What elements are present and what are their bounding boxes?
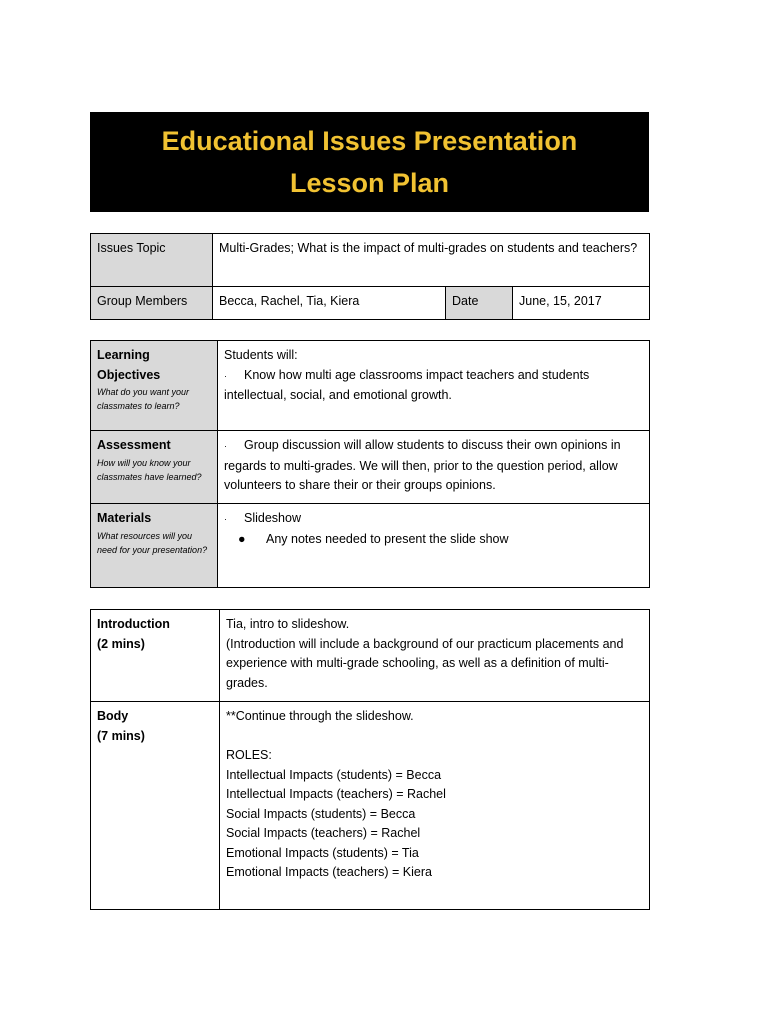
objectives-content [218, 341, 650, 431]
date-value: June, 15, 2017 [513, 287, 650, 320]
group-members-label: Group Members [91, 287, 213, 320]
role-item: Social Impacts (students) = Becca [226, 806, 416, 821]
planning-table [90, 340, 650, 588]
assessment-label: Assessment [97, 438, 171, 452]
issues-topic-label: Issues Topic [91, 234, 213, 287]
bullet-icon: · [224, 514, 227, 524]
materials-label: Materials [97, 511, 152, 525]
introduction-line1: Tia, intro to slideshow. [226, 617, 350, 631]
materials-subtitle: What resources will you need for your presentation? [97, 530, 208, 555]
objectives-row [91, 341, 650, 431]
assessment-row [91, 431, 650, 504]
sections-table [90, 609, 650, 910]
group-members-value: Becca, Rachel, Tia, Kiera [213, 287, 446, 320]
page-title: Educational Issues Presentation Lesson Plan [161, 126, 578, 198]
title-banner [90, 112, 649, 212]
date-label: Date [446, 287, 513, 320]
materials-subitem-text: Any notes needed to present the slide show [266, 531, 509, 546]
body-label: Body [97, 709, 129, 723]
materials-row [91, 504, 650, 588]
introduction-label-cell [91, 610, 220, 702]
assessment-label-cell [91, 431, 218, 504]
body-label-cell [91, 702, 220, 910]
bullet-icon: · [224, 441, 227, 451]
body-row [91, 702, 650, 910]
role-item: Emotional Impacts (students) = Tia [226, 845, 419, 860]
assessment-content [218, 431, 650, 504]
materials-label-cell [91, 504, 218, 588]
introduction-row [91, 610, 650, 702]
issues-topic-value: Multi-Grades; What is the impact of multi-grades on students and teachers? [213, 234, 650, 287]
introduction-label: Introduction [97, 617, 170, 631]
spacer [226, 727, 643, 747]
body-line1: **Continue through the slideshow. [226, 709, 414, 723]
role-item: Emotional Impacts (teachers) = Kiera [226, 865, 432, 879]
filled-bullet-icon: ● [238, 531, 246, 546]
role-item: Intellectual Impacts (students) = Becca [226, 767, 442, 782]
introduction-time: (2 mins) [97, 636, 145, 651]
assessment-bullet [224, 436, 643, 496]
objectives-bullet-text: Know how multi age classrooms impact teachers and students intellectual, social, and emotional growth. [224, 367, 590, 402]
materials-item [224, 509, 643, 530]
role-item: Social Impacts (teachers) = Rachel [226, 826, 421, 840]
assessment-subtitle: How will you know your classmates have learned? [97, 457, 202, 482]
objectives-intro: Students will: [224, 348, 298, 362]
body-time: (7 mins) [97, 728, 145, 743]
body-content [220, 702, 650, 910]
objectives-subtitle: What do you want your classmates to learn? [97, 387, 190, 411]
issue-info-table [90, 233, 650, 320]
bullet-icon: · [224, 370, 227, 381]
assessment-text: Group discussion will allow students to discuss their own opinions in regards to multi-grades. We will then, prior to the question period, allow volunteers to share their or their groups opinions. [224, 438, 621, 492]
objectives-label-cell [91, 341, 218, 431]
introduction-content [220, 610, 650, 702]
roles-title: ROLES: [226, 748, 272, 762]
objectives-label: Learning Objectives [97, 348, 161, 382]
introduction-line2: (Introduction will include a background of our practicum placements and experience with multi-grade schooling, as well as a definition of multi-grades. [226, 636, 624, 690]
materials-subitem [224, 530, 643, 550]
materials-content [218, 504, 650, 588]
role-item: Intellectual Impacts (teachers) = Rachel [226, 787, 446, 801]
group-members-row [91, 287, 650, 320]
objectives-bullet [224, 366, 643, 406]
materials-item-text: Slideshow [244, 511, 301, 525]
issues-topic-row [91, 234, 650, 287]
